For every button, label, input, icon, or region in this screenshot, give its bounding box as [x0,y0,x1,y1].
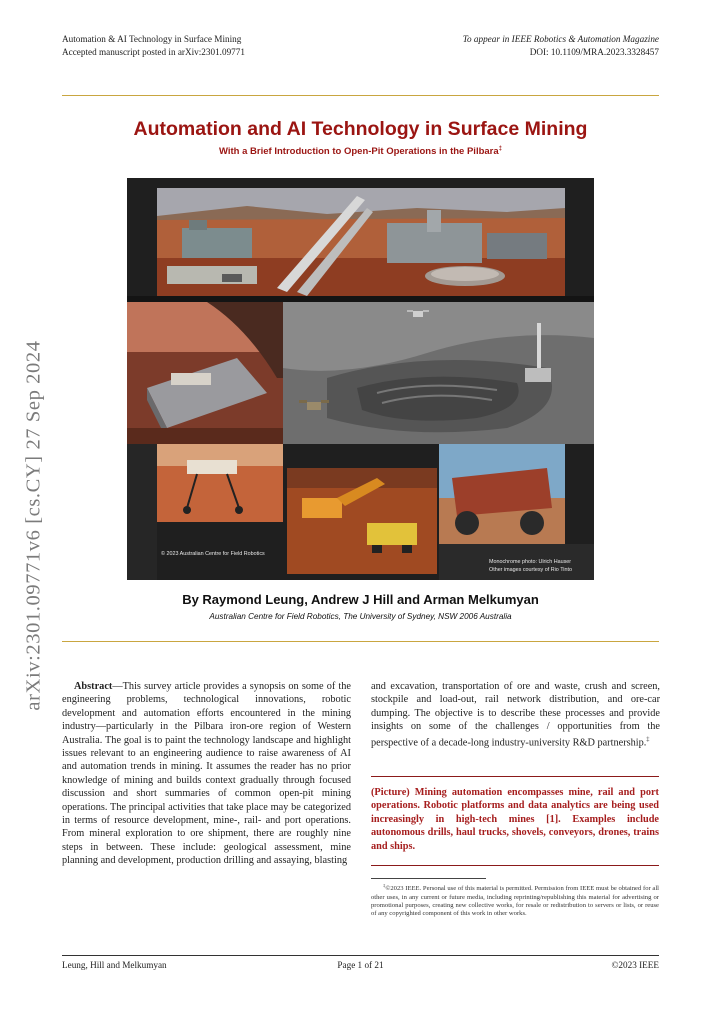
copyright-footnote [371,882,659,919]
footer-authors: Leung, Hill and Melkumyan [62,960,167,970]
footer-page-number: Page 1 of 21 [337,960,384,970]
subtitle-footnote-mark[interactable]: ‡ [498,146,502,152]
figure-collage [127,178,594,580]
abstract-column-left [62,680,351,868]
abstract-footnote-mark[interactable]: ‡ [646,736,650,743]
running-header-right [463,33,659,59]
abstract-label: Abstract [74,681,113,692]
footnote-mark: ‡ [383,883,386,888]
author-line: By Raymond Leung, Andrew J Hill and Arman Melkumyan [182,592,539,607]
plant-photo [157,188,565,296]
figure-credit-right-2: Other images courtesy of Rio Tinto [489,567,572,573]
abstract-text: —This survey article provides a synopsis on some of the engineering problems, technological innovations, robotic development and automation efforts encountered in the mining industry—particularly in the Pilbara iron-ore region of Western Australia. The goal is to paint the technology landscape and highlight issues relevant to an engineering audience to raise awareness of AI and automation trends in mining. It assumes the reader has no prior knowledge of mining and builds context gradually through focused discussion and short summaries of common open-pit mining operations. The principal activities that take place may be categorized in terms of resource development, mine-, rail- and port operations. From mineral exploration to ore shipment, there are roughly nine steps in between. These include: geological assessment, mine planning and development, production drilling and assaying, blasting [62,681,351,867]
hero-figure [127,178,594,580]
caption-rule-top [371,776,659,777]
footer-divider [62,955,659,956]
header-doi[interactable]: DOI: 10.1109/MRA.2023.3328457 [529,47,659,57]
affiliation: Australian Centre for Field Robotics, The University of Sydney, NSW 2006 Australia [209,612,512,621]
abstract-column-right [371,680,660,749]
field-robot-photo [157,444,283,522]
arxiv-stamp-text: arXiv:2301.09771v6 [cs.CY] 27 Sep 2024 [22,339,45,711]
figure-credit-right-1: Monochrome photo: Ulrich Hauser [489,559,572,565]
train-photo [127,302,283,444]
figure-credit-left: © 2023 Australian Centre for Field Robotics [161,551,265,557]
abstract-continuation: and excavation, transportation of ore and waste, crush and screen, stockpile and load-out, rail network distribution, and ore-car dumping. The objective is to describe these processes and provide insights on some of the challenges / opportunities from the perspective of a decade-long industry-university R&D partnership. [371,681,660,749]
paper-title: Automation and AI Technology in Surface Mining [133,118,588,140]
header-title: Automation & AI Technology in Surface Mining [62,34,242,44]
running-header-left [62,33,245,59]
shovel-photo [287,468,437,574]
footnote-rule [371,878,486,879]
caption-rule-bottom [371,865,659,866]
paper-subtitle [0,146,721,157]
open-pit-photo [283,302,594,444]
header-journal: To appear in IEEE Robotics & Automation Magazine [462,34,659,44]
footnote-text: ©2023 IEEE. Personal use of this material is permitted. Permission from IEEE must be obtained for all other uses, in any current or future media, including reprinting/republishing this material for advertising or promotional purposes, creating new collective works, for resale or redistribution to servers or lists, or reuse of any copyrighted component of this work in other works. [371,885,660,918]
subtitle-text: With a Brief Introduction to Open-Pit Operations in the Pilbara [219,146,499,158]
haul-truck-photo [439,444,565,544]
abstract-divider [62,641,659,642]
footer-copyright: ©2023 IEEE [611,960,659,970]
picture-caption: (Picture) Mining automation encompasses mine, rail and port operations. Robotic platforms and data analytics are being used increasingly in high-tech mines [1]. Examples include autonomous drills, haul trucks, shovels, conveyors, drones, trains and ships. [371,787,659,852]
arxiv-stamp [17,330,51,720]
header-arxiv-note: Accepted manuscript posted in arXiv:2301.09771 [62,47,245,57]
header-divider [62,95,659,96]
